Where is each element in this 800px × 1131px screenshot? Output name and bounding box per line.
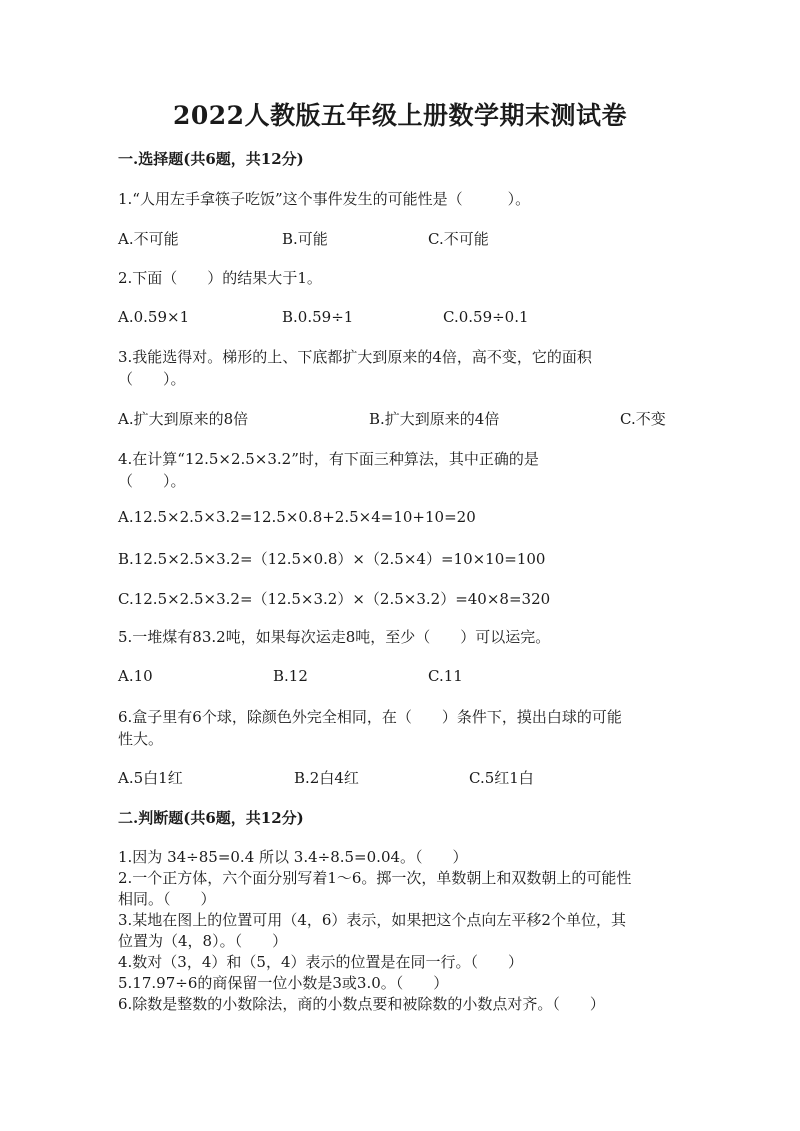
question-6-option-b: B.2白4红 [294, 769, 359, 787]
question-2-stem: 2.下面（ ）的结果大于1。 [118, 269, 322, 287]
judgment-6: 6.除数是整数的小数除法，商的小数点要和被除数的小数点对齐。（ ） [118, 995, 605, 1013]
judgment-2: 2.一个正方体，六个面分别写着1～6。掷一次，单数朝上和双数朝上的可能性 [118, 869, 632, 887]
question-6-option-a: A.5白1红 [118, 769, 183, 787]
question-6-stem-cont: 性大。 [118, 730, 164, 748]
question-3-option-a: A.扩大到原来的8倍 [118, 410, 249, 428]
question-4-option-a: A.12.5×2.5×3.2=12.5×0.8+2.5×4=10+10=20 [118, 508, 476, 526]
question-6-option-c: C.5红1白 [469, 769, 534, 787]
question-5-option-c: C.11 [428, 667, 463, 685]
question-5-option-b: B.12 [273, 667, 308, 685]
question-1-option-a: A.不可能 [118, 230, 179, 248]
question-2-option-b: B.0.59÷1 [282, 308, 354, 326]
question-3-option-c: C.不变 [620, 410, 666, 428]
question-4-option-b: B.12.5×2.5×3.2=（12.5×0.8）×（2.5×4）=10×10=100 [118, 550, 546, 568]
question-3-stem-cont: （ ）。 [118, 370, 186, 388]
question-1-option-c: C.不可能 [428, 230, 489, 248]
question-6-stem: 6.盒子里有6个球，除颜色外完全相同，在（ ）条件下，摸出白球的可能 [118, 708, 622, 726]
question-5-option-a: A.10 [118, 667, 153, 685]
judgment-3: 3.某地在图上的位置可用（4，6）表示，如果把这个点向左平移2个单位，其 [118, 911, 626, 929]
judgment-5: 5.17.97÷6的商保留一位小数是3或3.0。（ ） [118, 974, 449, 992]
question-1-stem: 1.“人用左手拿筷子吃饭”这个事件发生的可能性是（ ）。 [118, 190, 531, 208]
judgment-1: 1.因为 34÷85=0.4 所以 3.4÷8.5=0.04。（ ） [118, 848, 468, 866]
question-4-stem: 4.在计算“12.5×2.5×3.2”时，有下面三种算法，其中正确的是 [118, 450, 539, 468]
question-4-stem-cont: （ ）。 [118, 472, 186, 490]
judgment-3-cont: 位置为（4，8）。（ ） [118, 932, 288, 950]
question-5-stem: 5.一堆煤有83.2吨，如果每次运走8吨，至少（ ）可以运完。 [118, 628, 551, 646]
section-heading-choice: 一.选择题(共6题，共12分) [118, 150, 304, 168]
judgment-4: 4.数对（3，4）和（5，4）表示的位置是在同一行。（ ） [118, 953, 523, 971]
question-4-option-c: C.12.5×2.5×3.2=（12.5×3.2）×（2.5×3.2）=40×8=320 [118, 590, 551, 608]
section-heading-judgment: 二.判断题(共6题，共12分) [118, 809, 304, 827]
judgment-2-cont: 相同。（ ） [118, 890, 216, 908]
page-title: 2022人教版五年级上册数学期末测试卷 [172, 101, 628, 130]
question-1-option-b: B.可能 [282, 230, 328, 248]
question-3-option-b: B.扩大到原来的4倍 [369, 410, 500, 428]
question-2-option-a: A.0.59×1 [118, 308, 190, 326]
question-2-option-c: C.0.59÷0.1 [443, 308, 529, 326]
question-3-stem: 3.我能选得对。梯形的上、下底都扩大到原来的4倍，高不变，它的面积 [118, 348, 592, 366]
